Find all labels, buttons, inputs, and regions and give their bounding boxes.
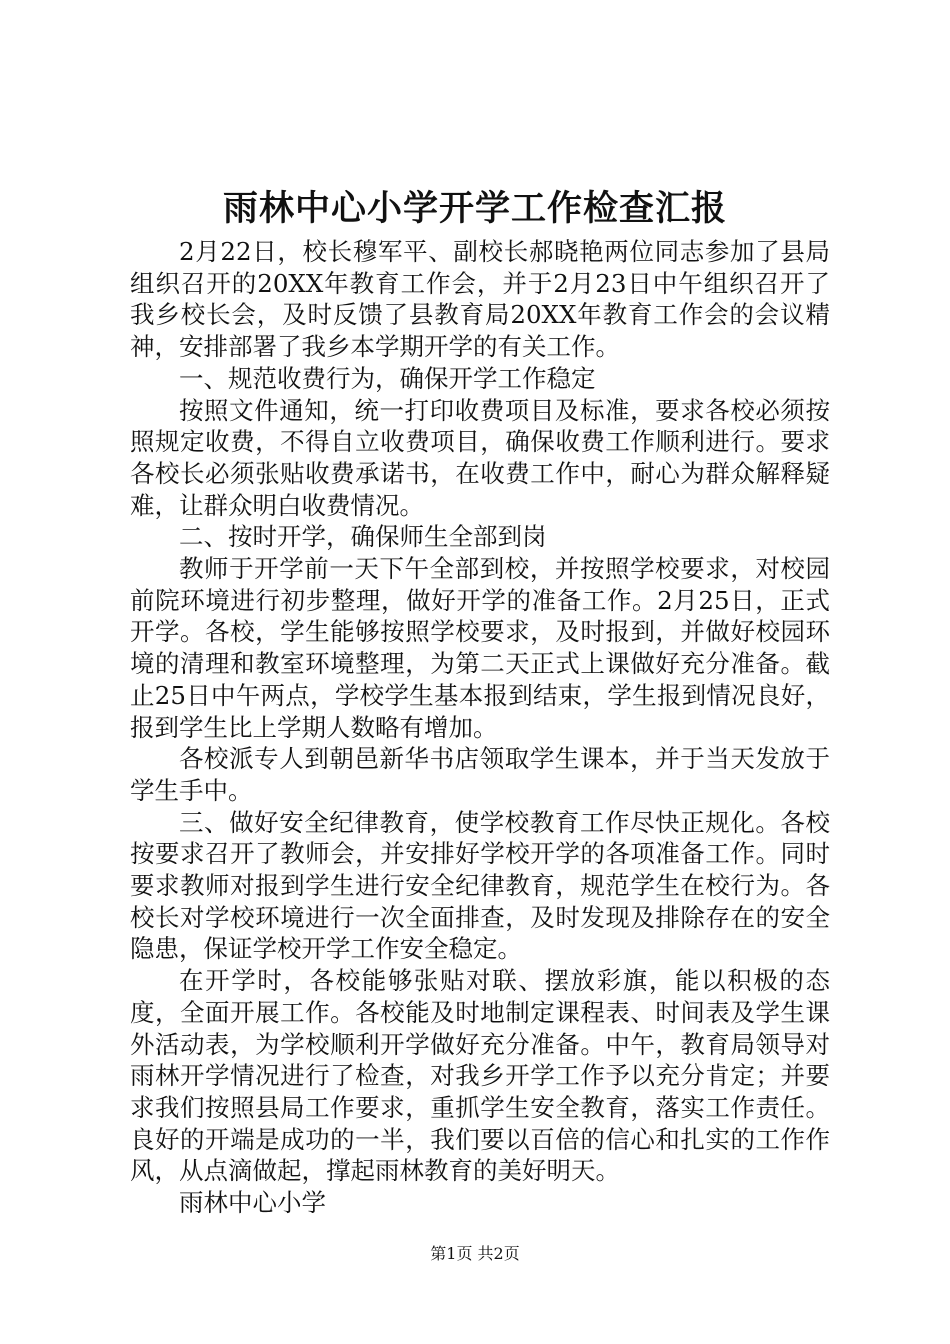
signature: 雨林中心小学 — [179, 1188, 326, 1218]
document-title: 雨林中心小学开学工作检查汇报 — [222, 188, 727, 229]
document-body — [130, 236, 830, 1219]
page-footer: 第1页 共2页 — [430, 1244, 520, 1263]
paragraph-safety: 三、做好安全纪律教育，使学校教育工作尽快正规化。各校按要求召开了教师会，并安排好学校开学的各项准备工作。同时要求教师对报到学生进行安全纪律教育，规范学生在校行为。各校长对学校环境进行一次全面排查，及时发现及排除存在的安全隐患，保证学校开学工作安全稳定。 — [130, 807, 830, 964]
paragraph-summary: 在开学时，各校能够张贴对联、摆放彩旗，能以积极的态度，全面开展工作。各校能及时地制定课程表、时间表及学生课外活动表，为学校顺利开学做好充分准备。中午，教育局领导对雨林开学情况进行了检查，对我乡开学工作予以充分肯定；并要求我们按照县局工作要求，重抓学生安全教育，落实工作责任。良好的开端是成功的一半，我们要以百倍的信心和扎实的工作作风，从点滴做起，撑起雨林教育的美好明天。 — [130, 966, 830, 1186]
section-heading-1: 一、规范收费行为，确保开学工作稳定 — [179, 363, 596, 393]
paragraph-textbooks: 各校派专人到朝邑新华书店领取学生课本，并于当天发放于学生手中。 — [130, 744, 830, 805]
section-heading-2: 二、按时开学，确保师生全部到岗 — [179, 522, 547, 552]
paragraph-intro: 2月22日，校长穆军平、副校长郝晓艳两位同志参加了县局组织召开的20XX年教育工作会，并于2月23日中午组织召开了我乡校长会，及时反馈了县教育局20XX年教育工作会的会议精神，安排部署了我乡本学期开学的有关工作。 — [130, 237, 830, 362]
paragraph-fees: 按照文件通知，统一打印收费项目及标准，要求各校必须按照规定收费，不得自立收费项目，确保收费工作顺利进行。要求各校长必须张贴收费承诺书，在收费工作中，耐心为群众解释疑难，让群众明白收费情况。 — [130, 395, 830, 520]
paragraph-opening: 教师于开学前一天下午全部到校，并按照学校要求，对校园前院环境进行初步整理，做好开学的准备工作。2月25日，正式开学。各校，学生能够按照学校要求，及时报到，并做好校园环境的清理和教室环境整理，为第二天正式上课做好充分准备。截止25日中午两点，学校学生基本报到结束，学生报到情况良好，报到学生比上学期人数略有增加。 — [130, 554, 830, 742]
